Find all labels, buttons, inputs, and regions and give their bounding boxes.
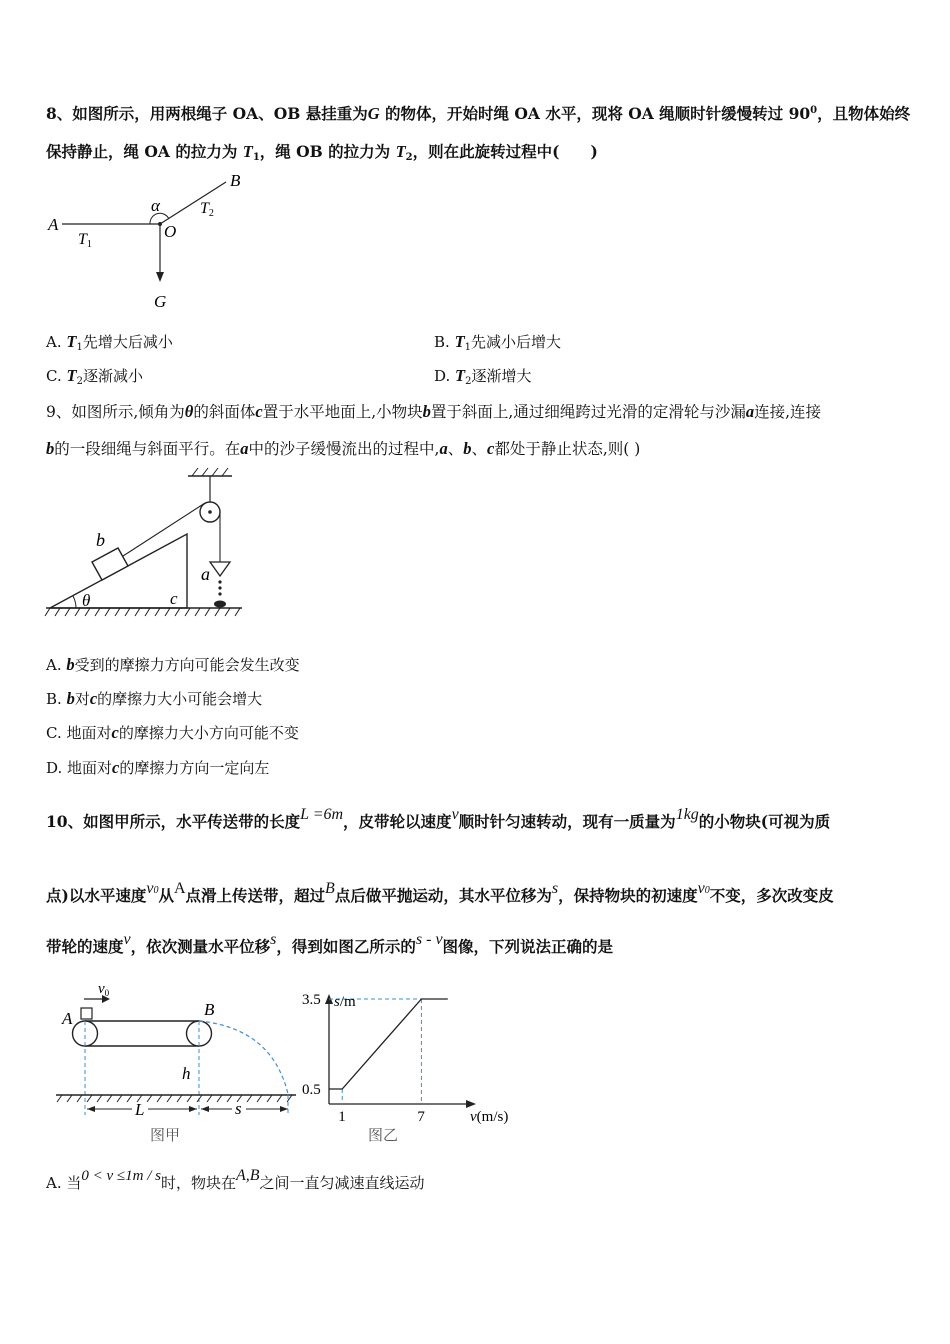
q8-option-c: C. $T_2$逐渐减小 <box>46 366 143 387</box>
q10-option-a: A. 当0 < v ≤1m / s时，物块在A,B之间一直匀减速直线运动 <box>46 1167 425 1192</box>
q8-g: G <box>367 104 380 123</box>
label-v0: $v_0$ <box>98 981 110 998</box>
q10-line-3: 带轮的速度v，依次测量水平位移s，得到如图乙所示的s - v图像，下列说法正确的是 <box>46 931 614 956</box>
label-b: b <box>96 530 105 550</box>
q8-figure <box>40 168 270 313</box>
q8-option-d: D. $T_2$逐渐增大 <box>434 366 532 387</box>
q9-option-b: B. b对c的摩擦力大小可能会增大 <box>46 689 263 708</box>
q10-figure-yi <box>300 980 530 1148</box>
caption-jia: 图甲 <box>150 1126 181 1144</box>
q8-text: 保持静止，绳 OA 的拉力为 <box>46 142 243 161</box>
y-axis-label: s/m <box>334 994 356 1010</box>
q9-option-d: D. 地面对c的摩擦力方向一定向左 <box>46 758 270 777</box>
label-alpha: α <box>151 196 160 215</box>
q9-figure <box>42 462 272 627</box>
q8-text: ，则在此旋转过程中( ) <box>412 142 598 161</box>
x-tick-1: 1 <box>338 1109 346 1125</box>
q10-line-1: 10、如图甲所示，水平传送带的长度L =6m，皮带轮以速度v顺时针匀速转动，现有一质量为1kg的小物块(可视为质 <box>46 806 831 831</box>
q8-option-b: B. $T_1$先减小后增大 <box>434 332 562 353</box>
caption-yi: 图乙 <box>368 1126 399 1144</box>
funnel-a <box>210 562 230 576</box>
q8-text: 的物体，开始时绳 OA 水平，现将 OA 绳顺时针缓慢转过 90 <box>379 104 811 123</box>
t1: T <box>242 142 253 161</box>
label-b: B <box>204 1000 215 1019</box>
label-a: A <box>48 215 59 234</box>
label-a: a <box>201 564 210 584</box>
label-c: c <box>170 589 178 608</box>
degree-sup: 0 <box>810 105 818 116</box>
q9-line-2: b的一段细绳与斜面平行。在a中的沙子缓慢流出的过程中,a、b、c都处于静止状态,则( ) <box>46 439 641 458</box>
label-a: A <box>62 1009 73 1028</box>
label-b: B <box>230 171 241 190</box>
q8-line-2 <box>46 140 598 163</box>
t2-sub: 2 <box>405 152 413 163</box>
q10-figure-jia <box>52 978 302 1148</box>
q10-line-2: 点)以水平速度$v^0$从A点滑上传送带，超过B点后做平抛运动，其水平位移为s，保持物块的初速度$v^0$不变，多次改变皮 <box>46 880 834 905</box>
label-g: G <box>154 292 167 311</box>
q8-text: 8、如图所示，用两根绳子 OA、OB 悬挂重为 <box>46 104 368 123</box>
q8-line-1 <box>46 102 910 124</box>
trajectory <box>199 1021 288 1094</box>
q9-option-a: A. b受到的摩擦力方向可能会发生改变 <box>46 655 300 674</box>
y-tick-0.5: 0.5 <box>302 1082 321 1098</box>
label-o: O <box>164 222 177 241</box>
label-s: s <box>235 1099 242 1118</box>
q8-text: ，绳 OB 的拉力为 <box>259 142 396 161</box>
rope-ob <box>160 182 226 224</box>
q9-line-1: 9、如图所示,倾角为θ的斜面体c置于水平地面上,小物块b置于斜面上,通过细绳跨过光滑的定滑轮与沙漏a连接,连接 <box>46 402 822 421</box>
y-tick-3.5: 3.5 <box>302 992 321 1008</box>
label-t2: T2 <box>200 200 214 219</box>
label-h: h <box>182 1064 191 1083</box>
sv-line <box>329 999 448 1089</box>
small-block <box>81 1008 92 1019</box>
label-t1: T1 <box>78 231 92 250</box>
q9-option-c: C. 地面对c的摩擦力大小方向可能不变 <box>46 723 299 742</box>
label-l: L <box>135 1100 145 1119</box>
t1-sub: 1 <box>252 152 260 163</box>
q8-option-a: A. $T_1$先增大后减小 <box>46 332 173 353</box>
x-tick-7: 7 <box>417 1109 425 1125</box>
t2: T <box>395 142 406 161</box>
q8-text: ，且物体始终 <box>817 104 911 123</box>
x-axis-label: v(m/s) <box>470 1109 509 1125</box>
label-theta: θ <box>82 591 91 610</box>
